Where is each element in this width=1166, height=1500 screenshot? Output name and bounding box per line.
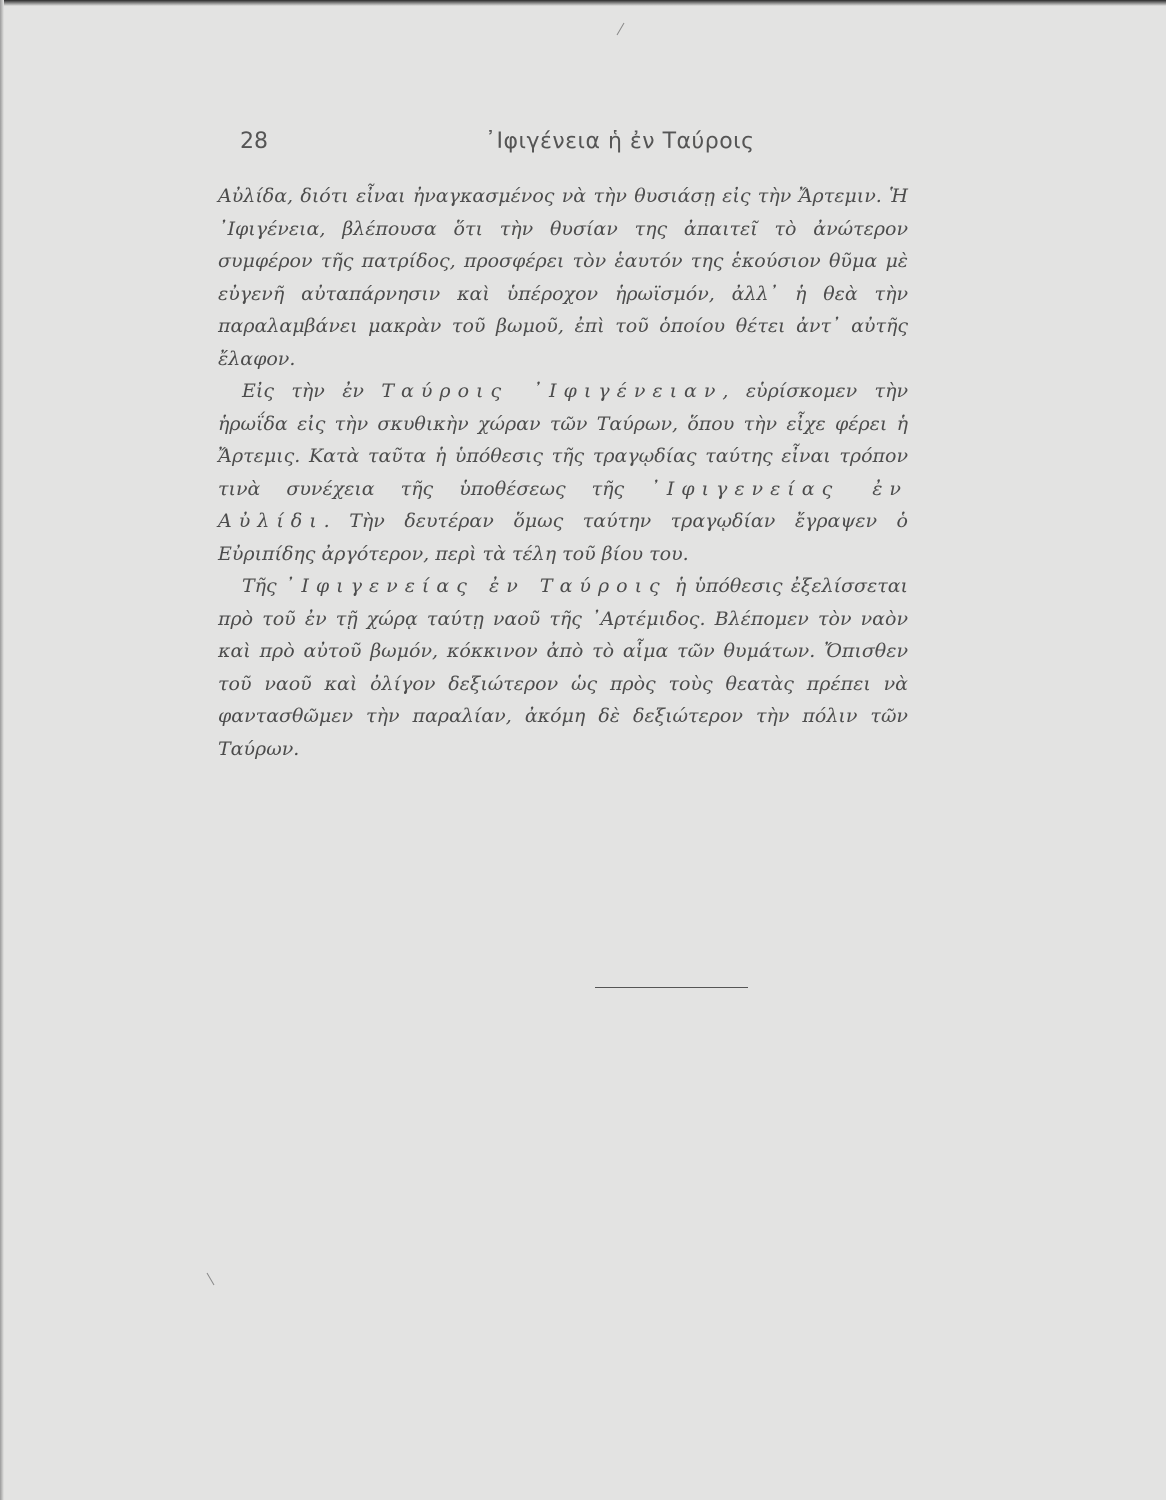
play-title-aulis: ᾿Ιφιγενείας ἐν Αὐλίδι xyxy=(218,477,908,532)
paragraph-2-text-b: , εὑρίσκομεν τὴν ἡρωΐδα εἰς τὴν σκυθικὴν χώραν τῶν Ταύρων, ὅπου τὴν εἶχε φέρει ἡ Ἄρτεμις. Κατὰ ταῦτα ἡ ὑπόθεσις τῆς τραγῳδίας ταύτης εἶναι τρόπον τινὰ συνέχεια τῆς ὑποθέσεως τῆς xyxy=(218,380,909,500)
play-title-taurians-genitive: ᾿Ιφιγενείας ἐν Ταύροις xyxy=(284,575,667,597)
paragraph-2 xyxy=(218,375,908,570)
running-title: ᾿Ιφιγένεια ἡ ἐν Ταύροις xyxy=(485,129,755,154)
page-number: 28 xyxy=(240,129,268,154)
body-text xyxy=(218,180,908,765)
paragraph-3 xyxy=(218,570,908,765)
page-header xyxy=(215,125,855,161)
paragraph-1 xyxy=(218,180,908,375)
scan-edge-top xyxy=(0,0,1166,6)
play-title-taurians: Ταύροις ᾿Ιφιγένειαν xyxy=(381,380,723,402)
paragraph-3-text-a: Τῆς xyxy=(242,575,277,597)
scan-speck xyxy=(617,23,625,36)
scan-speck xyxy=(207,1273,215,1286)
paragraph-1-text: Αὐλίδα, διότι εἶναι ἠναγκασμένος νὰ τὴν θυσιάσῃ εἰς τὴν Ἄρτεμιν. Ἡ ᾿Ιφιγένεια, βλέπουσα ὅτι τὴν θυσίαν της ἀπαιτεῖ τὸ ἀνώτερον συμφέρον τῆς πατρίδος, προσφέρει τὸν ἑαυτόν της ἑκούσιον θῦμα μὲ εὐγενῆ αὐταπάρνησιν καὶ ὑπέροχον ἡρωϊσμόν, ἀλλ᾿ ἡ θεὰ τὴν παραλαμβάνει μακρὰν τοῦ βωμοῦ, ἐπὶ τοῦ ὁποίου θέτει ἀντ᾿ αὐτῆς ἔλαφον. xyxy=(218,185,908,370)
end-rule xyxy=(595,987,748,988)
paragraph-2-text-a: Εἰς τὴν ἐν xyxy=(242,380,364,402)
scan-edge-left xyxy=(0,0,4,1500)
paragraph-2-text-c: . Τὴν δευτέραν ὅμως ταύτην τραγῳδίαν ἔγραψεν ὁ Εὐριπίδης ἀργότερον, περὶ τὰ τέλη τοῦ βίου του. xyxy=(218,510,908,565)
paragraph-3-text-b: ἡ ὑπόθεσις ἐξελίσσεται πρὸ τοῦ ἐν τῇ χώρᾳ ταύτῃ ναοῦ τῆς ᾿Αρτέμιδος. Βλέπομεν τὸν ναὸν καὶ πρὸ αὐτοῦ βωμόν, κόκκινον ἀπὸ τὸ αἷμα τῶν θυμάτων. Ὄπισθεν τοῦ ναοῦ καὶ ὀλίγον δεξιώτερον ὡς πρὸς τοὺς θεατὰς πρέπει νὰ φαντασθῶμεν τὴν παραλίαν, ἀκόμη δὲ δεξιώτερον τὴν πόλιν τῶν Ταύρων. xyxy=(218,575,908,760)
